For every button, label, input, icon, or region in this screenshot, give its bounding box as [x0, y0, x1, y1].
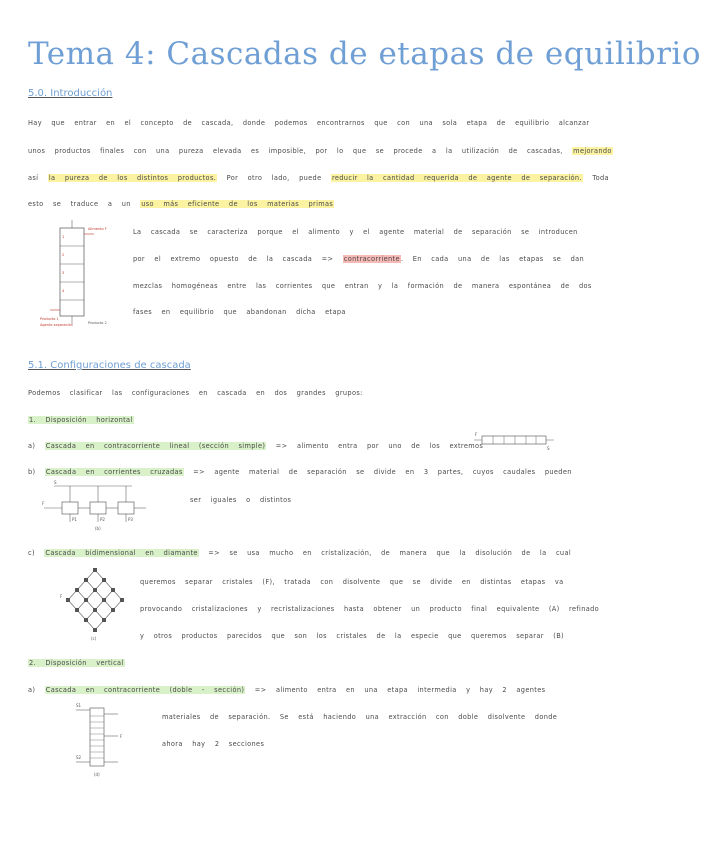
fig4-caption: (c) — [91, 636, 97, 641]
cascade-desc-line-4: fases en equilibrio que abandonan dicha etapa — [133, 308, 346, 316]
section-heading-5-0: 5.0. Introducción — [28, 88, 113, 99]
fig3-caption: (b) — [95, 526, 101, 531]
intro-line-3 — [28, 174, 609, 182]
fig3-label-s: S — [54, 480, 57, 485]
crossflow-cascade-figure — [40, 480, 150, 532]
g1-c-desc: => se usa mucho en cristalización, de manera que la disolución de la cual — [208, 549, 572, 557]
g2-a-title: Cascada en contracorriente (doble - sección) — [45, 686, 245, 694]
intro-line-4-start: esto se traduce a un — [28, 200, 131, 208]
cascade-desc-line-2-start: por el extremo opuesto de la cascada => — [133, 255, 334, 263]
group1-label-line — [28, 416, 134, 424]
cascade-desc-line-3: mezclas homogéneas entre las corrientes que entran y la formación de manera espontánea de dos — [133, 282, 592, 290]
highlight-uso: uso más eficiente de los materias primas — [141, 200, 334, 208]
g1-item-b — [28, 468, 572, 476]
svg-text:4: 4 — [62, 289, 65, 293]
intro-line-3-end: Toda — [592, 174, 609, 182]
g1-b-title: Cascada en corrientes cruzadas — [45, 468, 183, 476]
group1-label: 1. Disposición horizontal — [29, 416, 133, 424]
fig1-label-p1: Producto 1 — [40, 317, 59, 321]
highlight-mejorando: mejorando — [573, 147, 612, 155]
fig5-label-f: F — [120, 734, 123, 739]
highlight-reducir: reducir la cantidad requerida de agente de separación. — [331, 174, 582, 182]
group2-label-line — [28, 659, 125, 667]
g1-c-line-2: queremos separar cristales (F), tratada con disolvente que se divide en distintas etapas va — [140, 578, 564, 586]
g1-a-desc: => alimento entra por uno de los extremos — [275, 442, 484, 450]
intro-line-4 — [28, 200, 334, 208]
cascade-desc-line-2 — [133, 255, 584, 263]
g2-item-a — [28, 686, 545, 694]
fig5-label-s2: S2 — [76, 755, 82, 760]
fig5-label-s1: S1 — [76, 703, 82, 708]
svg-text:2: 2 — [62, 253, 65, 257]
fig5-caption: (d) — [94, 772, 100, 777]
fig1-label-feed: Alimento F — [88, 227, 107, 231]
diamond-cascade-figure — [60, 566, 130, 642]
highlight-contracorriente: contracorriente — [343, 255, 400, 263]
group2-label: 2. Disposición vertical — [29, 659, 124, 667]
g1-c-line-3: provocando cristalizaciones y recristalizaciones hasta obtener un producto final equivalente (A) refinado — [140, 605, 600, 613]
intro-line-2 — [28, 147, 613, 155]
g1-c-marker: c) — [28, 549, 35, 557]
fig3-label-p2: P2 — [100, 517, 105, 522]
intro-line-3-mid: Por otro lado, puede — [226, 174, 322, 182]
g1-c-line-4: y otros productos parecidos que son los cristales de la especie que queremos separar (B) — [140, 632, 564, 640]
fig3-label-p1: P1 — [72, 517, 77, 522]
highlight-pureza: la pureza de los distintos productos. — [48, 174, 217, 182]
g2-a-line-2: materiales de separación. Se está haciendo una extracción con doble disolvente donde — [162, 713, 558, 721]
fig4-label-f: F — [60, 594, 63, 599]
g1-a-marker: a) — [28, 442, 36, 450]
g1-b-desc-cont: ser iguales o distintos — [190, 496, 292, 504]
linear-cascade-figure — [474, 430, 554, 452]
g2-a-desc: => alimento entra en una etapa intermedia y hay 2 agentes — [254, 686, 546, 694]
g1-c-title: Cascada bidimensional en diamante — [45, 549, 198, 557]
config-intro: Podemos clasificar las configuraciones en cascada en dos grandes grupos: — [28, 389, 363, 397]
cascade-column-figure — [38, 220, 120, 328]
fig3-label-p3: P3 — [128, 517, 133, 522]
g1-a-title: Cascada en contracorriente lineal (sección simple) — [45, 442, 266, 450]
intro-line-1: Hay que entrar en el concepto de cascada, donde podemos encontrarnos que con una sola etapa de equilibrio alcanzar — [28, 119, 590, 127]
double-section-cascade-figure — [74, 700, 134, 778]
g1-item-a — [28, 442, 483, 450]
svg-text:3: 3 — [62, 271, 65, 275]
g2-a-marker: a) — [28, 686, 36, 694]
fig3-label-f: F — [42, 501, 45, 506]
svg-text:1: 1 — [62, 235, 65, 239]
page-title: Tema 4: Cascadas de etapas de equilibrio — [28, 36, 701, 72]
fig2-label-s: S — [547, 446, 550, 451]
intro-line-2-text: unos productos finales con una pureza elevada es imposible, por lo que se procede a la utilización de cascadas, — [28, 147, 563, 155]
g1-item-c — [28, 549, 571, 557]
fig1-label-agent: Agente separación — [40, 323, 73, 327]
intro-line-3-start: así — [28, 174, 39, 182]
fig1-label-p2: Producto 2 — [88, 321, 107, 325]
cascade-desc-line-2-end: . En cada una de las etapas se dan — [400, 255, 585, 263]
g2-a-line-3: ahora hay 2 secciones — [162, 740, 265, 748]
fig2-label-f: F — [475, 432, 478, 437]
g1-b-marker: b) — [28, 468, 36, 476]
g1-b-desc: => agente material de separación se divide en 3 partes, cuyos caudales pueden — [193, 468, 572, 476]
cascade-desc-line-1: La cascada se caracteriza porque el alimento y el agente material de separación se introducen — [133, 228, 578, 236]
section-heading-5-1: 5.1. Configuraciones de cascada — [28, 360, 191, 371]
